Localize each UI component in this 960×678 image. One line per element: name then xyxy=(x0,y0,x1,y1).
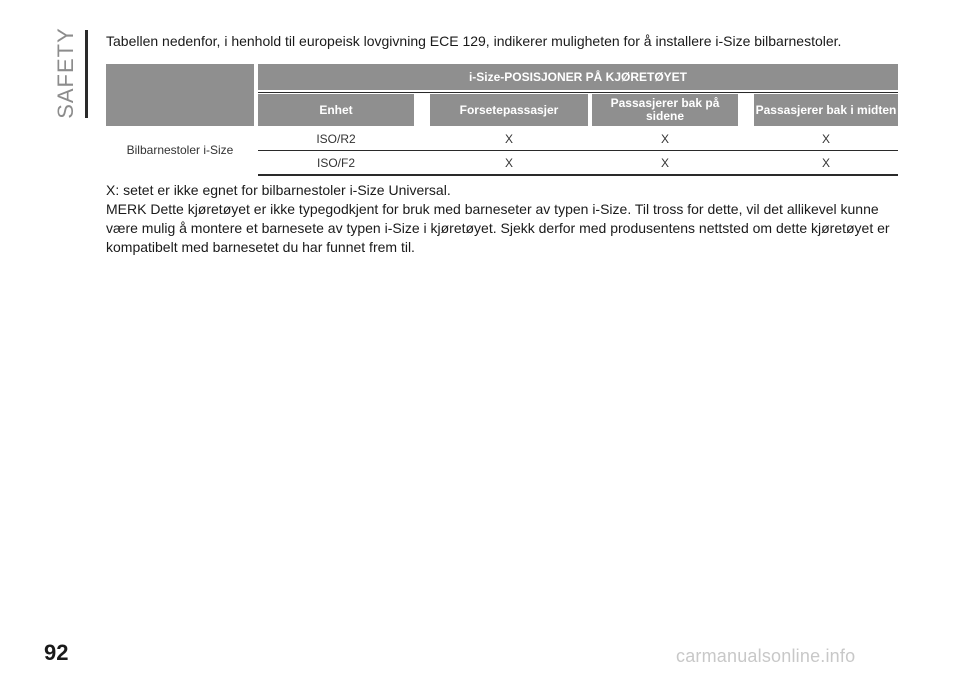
intro-paragraph: Tabellen nedenfor, i henhold til europeisk lovgivning ECE 129, indikerer muligheten for å installere i-Size bilbarnestoler. xyxy=(106,33,842,49)
header-col-unit: Enhet xyxy=(258,94,414,126)
cell-front: X xyxy=(504,156,513,170)
cell-rear-sides: X xyxy=(660,132,669,146)
cell-unit: ISO/F2 xyxy=(316,156,355,170)
watermark-text: carmanualsonline.info xyxy=(676,646,856,666)
cell-front: X xyxy=(504,132,513,146)
cell-rear-middle: X xyxy=(821,156,830,170)
section-label: SAFETY xyxy=(53,27,78,119)
header-group-title: i-Size-POSISJONER PÅ KJØRETØYET xyxy=(258,64,898,90)
header-col-rear-middle: Passasjerer bak i midten xyxy=(754,94,898,126)
notes-block xyxy=(106,181,906,257)
row-group-label: Bilbarnestoler i-Size xyxy=(126,143,234,157)
section-tab xyxy=(53,27,86,119)
legend-note: X: setet er ikke egnet for bilbarnestoler i-Size Universal. xyxy=(106,182,451,198)
table-row xyxy=(258,152,898,174)
table-header xyxy=(106,64,898,126)
table-bottom-rule xyxy=(258,174,898,176)
cell-rear-middle: X xyxy=(821,132,830,146)
cell-unit: ISO/R2 xyxy=(316,132,356,146)
header-col-front: Forsetepassasjer xyxy=(430,94,588,126)
row-divider xyxy=(258,150,898,151)
header-divider xyxy=(258,92,898,93)
cell-rear-sides: X xyxy=(660,156,669,170)
header-col-rear-sides: Passasjerer bak på sidene xyxy=(592,94,738,126)
page-number: 92 xyxy=(44,640,69,665)
table-row xyxy=(258,128,898,150)
header-corner-cell xyxy=(106,64,254,126)
section-bar xyxy=(85,30,88,118)
merk-note: MERK Dette kjøretøyet er ikke typegodkjent for bruk med barneseter av typen i-Size. Til tross for dette, vil det allikevel kunne være mulig å montere et barnesete av typen i-Size i kjøretøyet. Sjekk derfor med produsentens nettsted om dette kjøretøyet er kompatibelt med barnesetet du har funnet frem til. xyxy=(106,201,890,255)
